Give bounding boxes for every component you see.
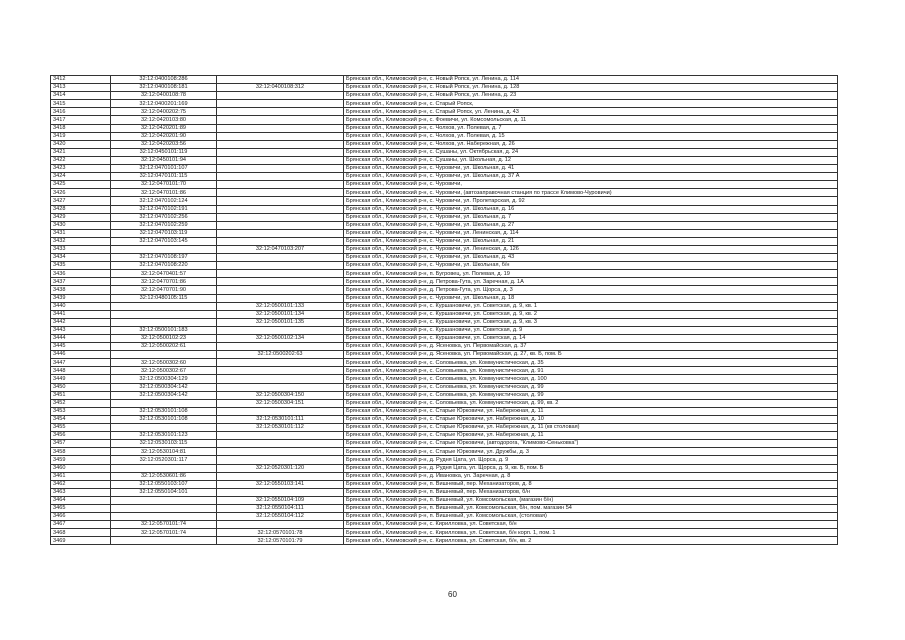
- table-row: [51, 432, 838, 440]
- address: Брянская обл., Климовский р-н, с. Чуровичи, ул. Школьная, д. 43: [344, 254, 838, 262]
- cadastral-number: 32:12:0470101:86: [111, 189, 217, 197]
- cadastral-number: 32:12:0570101:74: [111, 529, 217, 537]
- related-cadastral-number: [217, 156, 344, 164]
- cadastral-number: 32:12:0420201:90: [111, 132, 217, 140]
- related-cadastral-number: 32:12:0500202:63: [217, 351, 344, 359]
- related-cadastral-number: [217, 197, 344, 205]
- related-cadastral-number: 32:12:0500101:135: [217, 318, 344, 326]
- row-number: 3451: [51, 391, 111, 399]
- table-row: [51, 132, 838, 140]
- cadastral-number: 32:12:0470401:57: [111, 270, 217, 278]
- related-cadastral-number: [217, 440, 344, 448]
- records-table: [50, 75, 838, 545]
- cadastral-number: 32:12:0450101:119: [111, 148, 217, 156]
- row-number: 3416: [51, 108, 111, 116]
- related-cadastral-number: 32:12:0530101:112: [217, 424, 344, 432]
- related-cadastral-number: [217, 148, 344, 156]
- address: Брянская обл., Климовский р-н, д. Ясеновка, ул. Первомайская, д. 27, кв. Б, пом. Б: [344, 351, 838, 359]
- address: Брянская обл., Климовский р-н, с. Старые Юрковичи, (автодорога, "Климово-Сеньковка"): [344, 440, 838, 448]
- cadastral-number: 32:12:0480105:115: [111, 294, 217, 302]
- cadastral-number: 32:12:0530601:86: [111, 472, 217, 480]
- related-cadastral-number: [217, 229, 344, 237]
- row-number: 3436: [51, 270, 111, 278]
- related-cadastral-number: [217, 278, 344, 286]
- table-row: [51, 165, 838, 173]
- cadastral-number: 32:12:0470102:256: [111, 213, 217, 221]
- row-number: 3462: [51, 480, 111, 488]
- related-cadastral-number: 32:12:0550104:111: [217, 504, 344, 512]
- address: Брянская обл., Климовский р-н, п. Вишневый, пер. Механизаторов, д. 8: [344, 480, 838, 488]
- cadastral-number: 32:12:0420203:56: [111, 140, 217, 148]
- cadastral-number: 32:12:0530101:108: [111, 415, 217, 423]
- related-cadastral-number: [217, 456, 344, 464]
- table-row: [51, 448, 838, 456]
- related-cadastral-number: 32:12:0500304:151: [217, 399, 344, 407]
- table-row: [51, 124, 838, 132]
- table-row: [51, 270, 838, 278]
- row-number: 3422: [51, 156, 111, 164]
- row-number: 3450: [51, 383, 111, 391]
- related-cadastral-number: 32:12:0400108:312: [217, 84, 344, 92]
- related-cadastral-number: 32:12:0500101:134: [217, 310, 344, 318]
- row-number: 3461: [51, 472, 111, 480]
- table-row: [51, 278, 838, 286]
- row-number: 3464: [51, 496, 111, 504]
- table-row: [51, 537, 838, 545]
- address: Брянская обл., Климовский р-н, с. Чолхов, ул. Полевая, д. 7: [344, 124, 838, 132]
- address: Брянская обл., Климовский р-н, п. Вишневый, ул. Комсомольская, (магазин б/н): [344, 496, 838, 504]
- cadastral-number: 32:12:0470102:259: [111, 221, 217, 229]
- address: Брянская обл., Климовский р-н, с. Соловьевка, ул. Коммунистическая, д. 91: [344, 367, 838, 375]
- address: Брянская обл., Климовский р-н, с. Чуровичи, ул. Школьная, д. 37 А: [344, 173, 838, 181]
- row-number: 3458: [51, 448, 111, 456]
- related-cadastral-number: [217, 254, 344, 262]
- row-number: 3423: [51, 165, 111, 173]
- cadastral-number: 32:12:0470101:70: [111, 181, 217, 189]
- related-cadastral-number: 32:12:0500102:134: [217, 335, 344, 343]
- row-number: 3467: [51, 521, 111, 529]
- table-row: [51, 221, 838, 229]
- address: Брянская обл., Климовский р-н, с. Чуровичи, ул. Школьная, д. 21: [344, 237, 838, 245]
- table-row: [51, 488, 838, 496]
- cadastral-number: 32:12:0500302:67: [111, 367, 217, 375]
- row-number: 3453: [51, 407, 111, 415]
- table-row: [51, 326, 838, 334]
- address: Брянская обл., Климовский р-н, с. Куршановичи, ул. Советская, д. 14: [344, 335, 838, 343]
- related-cadastral-number: [217, 173, 344, 181]
- table-row: [51, 302, 838, 310]
- row-number: 3427: [51, 197, 111, 205]
- related-cadastral-number: [217, 432, 344, 440]
- table-row: [51, 205, 838, 213]
- table-row: [51, 335, 838, 343]
- address: Брянская обл., Климовский р-н, с. Фоевичи, ул. Комсомольская, д. 11: [344, 116, 838, 124]
- table-row: [51, 529, 838, 537]
- row-number: 3459: [51, 456, 111, 464]
- cadastral-number: 32:12:0470102:124: [111, 197, 217, 205]
- address: Брянская обл., Климовский р-н, с. Кирилловка, ул. Советская, б/н, кв. 2: [344, 537, 838, 545]
- address: Брянская обл., Климовский р-н, с. Старые Юрковичи, ул. Набережная, д. 11 (кв столовая): [344, 424, 838, 432]
- table-row: [51, 343, 838, 351]
- address: Брянская обл., Климовский р-н, с. Куршановичи, ул. Советская, д. 9: [344, 326, 838, 334]
- related-cadastral-number: [217, 326, 344, 334]
- address: Брянская обл., Климовский р-н, с. Чуровичи, (автозаправочная станция по трассе Климово-Чуровичи): [344, 189, 838, 197]
- row-number: 3440: [51, 302, 111, 310]
- related-cadastral-number: [217, 124, 344, 132]
- table-row: [51, 504, 838, 512]
- row-number: 3421: [51, 148, 111, 156]
- cadastral-number: 32:12:0500202:61: [111, 343, 217, 351]
- cadastral-number: 32:12:0400108:286: [111, 76, 217, 84]
- related-cadastral-number: 32:12:0550103:141: [217, 480, 344, 488]
- address: Брянская обл., Климовский р-н, с. Соловьевка, ул. Коммунистическая, д. 35: [344, 359, 838, 367]
- cadastral-number: 32:12:0470101:115: [111, 173, 217, 181]
- address: Брянская обл., Климовский р-н, п. Бугровец, ул. Полевая, д. 19: [344, 270, 838, 278]
- cadastral-number: 32:12:0500102:23: [111, 335, 217, 343]
- address: Брянская обл., Климовский р-н, с. Старые Юрковичи, ул. Набережная, д. 11: [344, 407, 838, 415]
- address: Брянская обл., Климовский р-н, с. Куршановичи, ул. Советская, д. 9, кв. 1: [344, 302, 838, 310]
- address: Брянская обл., Климовский р-н, с. Соловьевка, ул. Коммунистическая, д. 99, кв. 2: [344, 399, 838, 407]
- row-number: 3468: [51, 529, 111, 537]
- row-number: 3428: [51, 205, 111, 213]
- row-number: 3454: [51, 415, 111, 423]
- address: Брянская обл., Климовский р-н, с. Чуровичи, ул. Пролетарская, д. 92: [344, 197, 838, 205]
- row-number: 3430: [51, 221, 111, 229]
- related-cadastral-number: 32:12:0500101:133: [217, 302, 344, 310]
- cadastral-number: 32:12:0450101:94: [111, 156, 217, 164]
- address: Брянская обл., Климовский р-н, с. Старый Ропск,: [344, 100, 838, 108]
- address: Брянская обл., Климовский р-н, с. Чуровичи, ул. Школьная, д. 27: [344, 221, 838, 229]
- row-number: 3429: [51, 213, 111, 221]
- row-number: 3444: [51, 335, 111, 343]
- related-cadastral-number: 32:12:0570101:78: [217, 529, 344, 537]
- table-row: [51, 108, 838, 116]
- row-number: 3452: [51, 399, 111, 407]
- cadastral-number: 32:12:0400201:169: [111, 100, 217, 108]
- row-number: 3413: [51, 84, 111, 92]
- related-cadastral-number: [217, 116, 344, 124]
- table-row: [51, 513, 838, 521]
- row-number: 3420: [51, 140, 111, 148]
- table-row: [51, 375, 838, 383]
- cadastral-number: [111, 424, 217, 432]
- row-number: 3418: [51, 124, 111, 132]
- related-cadastral-number: [217, 221, 344, 229]
- related-cadastral-number: [217, 132, 344, 140]
- table-row: [51, 318, 838, 326]
- cadastral-number: 32:12:0470103:145: [111, 237, 217, 245]
- related-cadastral-number: [217, 359, 344, 367]
- address: Брянская обл., Климовский р-н, с. Новый Ропск, ул. Ленина, д. 114: [344, 76, 838, 84]
- cadastral-number: 32:12:0550104:101: [111, 488, 217, 496]
- table-row: [51, 116, 838, 124]
- address: Брянская обл., Климовский р-н, с. Старые Юрковичи, ул. Набережная, д. 10: [344, 415, 838, 423]
- address: Брянская обл., Климовский р-н, с. Чуровичи, ул. Школьная, д. 18: [344, 294, 838, 302]
- cadastral-number: 32:12:0500304:142: [111, 383, 217, 391]
- cadastral-number: [111, 496, 217, 504]
- related-cadastral-number: [217, 140, 344, 148]
- address: Брянская обл., Климовский р-н, с. Чолхов, ул. Набережная, д. 26: [344, 140, 838, 148]
- cadastral-number: 32:12:0500304:142: [111, 391, 217, 399]
- cadastral-number: [111, 513, 217, 521]
- table-row: [51, 464, 838, 472]
- address: Брянская обл., Климовский р-н, д. Петрова-Гута, ул. Щорса, д. 3: [344, 286, 838, 294]
- cadastral-number: 32:12:0400108:78: [111, 92, 217, 100]
- table-row: [51, 229, 838, 237]
- cadastral-number: [111, 310, 217, 318]
- row-number: 3442: [51, 318, 111, 326]
- row-number: 3425: [51, 181, 111, 189]
- table-row: [51, 351, 838, 359]
- table-row: [51, 367, 838, 375]
- records-table-container: [50, 75, 838, 545]
- cadastral-number: 32:12:0420201:89: [111, 124, 217, 132]
- table-row: [51, 84, 838, 92]
- row-number: 3446: [51, 351, 111, 359]
- related-cadastral-number: [217, 383, 344, 391]
- cadastral-number: 32:12:0500101:183: [111, 326, 217, 334]
- address: Брянская обл., Климовский р-н, с. Кирилловка, ул. Советская, б/н корп. 1, пом. 1: [344, 529, 838, 537]
- table-row: [51, 254, 838, 262]
- related-cadastral-number: [217, 521, 344, 529]
- cadastral-number: 32:12:0470103:119: [111, 229, 217, 237]
- related-cadastral-number: [217, 286, 344, 294]
- table-row: [51, 391, 838, 399]
- related-cadastral-number: [217, 213, 344, 221]
- table-row: [51, 197, 838, 205]
- row-number: 3460: [51, 464, 111, 472]
- table-row: [51, 92, 838, 100]
- row-number: 3412: [51, 76, 111, 84]
- related-cadastral-number: 32:12:0500304:150: [217, 391, 344, 399]
- related-cadastral-number: [217, 76, 344, 84]
- table-row: [51, 173, 838, 181]
- related-cadastral-number: [217, 294, 344, 302]
- address: Брянская обл., Климовский р-н, д. Петрова-Гута, ул. Заречная, д. 1А: [344, 278, 838, 286]
- cadastral-number: 32:12:0550103:107: [111, 480, 217, 488]
- table-row: [51, 156, 838, 164]
- cadastral-number: 32:12:0530103:115: [111, 440, 217, 448]
- cadastral-number: [111, 302, 217, 310]
- row-number: 3424: [51, 173, 111, 181]
- cadastral-number: [111, 399, 217, 407]
- cadastral-number: 32:12:0400108:181: [111, 84, 217, 92]
- table-row: [51, 294, 838, 302]
- address: Брянская обл., Климовский р-н, с. Соловьевка, ул. Коммунистическая, д. 99: [344, 383, 838, 391]
- address: Брянская обл., Климовский р-н, с. Кирилловка, ул. Советская, б/н: [344, 521, 838, 529]
- related-cadastral-number: [217, 448, 344, 456]
- related-cadastral-number: 32:12:0550104:109: [217, 496, 344, 504]
- cadastral-number: [111, 537, 217, 545]
- address: Брянская обл., Климовский р-н, д. Рудня Цата, ул. Щорса, д. 9, кв. Б, пом. Б: [344, 464, 838, 472]
- table-row: [51, 383, 838, 391]
- table-row: [51, 181, 838, 189]
- address: Брянская обл., Климовский р-н, с. Новый Ропск, ул. Ленина, д. 128: [344, 84, 838, 92]
- row-number: 3417: [51, 116, 111, 124]
- table-row: [51, 496, 838, 504]
- address: Брянская обл., Климовский р-н, п. Вишневый, пер. Механизаторов, б/н: [344, 488, 838, 496]
- related-cadastral-number: 32:12:0550104:112: [217, 513, 344, 521]
- address: Брянская обл., Климовский р-н, с. Чуровичи, ул. Школьная, б/н: [344, 262, 838, 270]
- table-row: [51, 407, 838, 415]
- table-row: [51, 286, 838, 294]
- row-number: 3433: [51, 245, 111, 253]
- address: Брянская обл., Климовский р-н, с. Куршановичи, ул. Советская, д. 9, кв. 2: [344, 310, 838, 318]
- related-cadastral-number: [217, 367, 344, 375]
- table-row: [51, 140, 838, 148]
- address: Брянская обл., Климовский р-н, с. Куршановичи, ул. Советская, д. 9, кв. 3: [344, 318, 838, 326]
- table-row: [51, 237, 838, 245]
- row-number: 3431: [51, 229, 111, 237]
- address: Брянская обл., Климовский р-н, с. Соловьевка, ул. Коммунистическая, д. 100: [344, 375, 838, 383]
- row-number: 3419: [51, 132, 111, 140]
- row-number: 3465: [51, 504, 111, 512]
- row-number: 3463: [51, 488, 111, 496]
- address: Брянская обл., Климовский р-н, с. Старые Юрковичи, ул. Дружбы, д. 3: [344, 448, 838, 456]
- row-number: 3435: [51, 262, 111, 270]
- cadastral-number: 32:12:0530101:108: [111, 407, 217, 415]
- cadastral-number: 32:12:0470108:220: [111, 262, 217, 270]
- row-number: 3443: [51, 326, 111, 334]
- address: Брянская обл., Климовский р-н, с. Старые Юрковичи, ул. Набережная, д. 11: [344, 432, 838, 440]
- address: Брянская обл., Климовский р-н, с. Соловьевка, ул. Коммунистическая, д. 99: [344, 391, 838, 399]
- row-number: 3432: [51, 237, 111, 245]
- cadastral-number: 32:12:0470108:197: [111, 254, 217, 262]
- related-cadastral-number: 32:12:0570101:79: [217, 537, 344, 545]
- address: Брянская обл., Климовский р-н, п. Вишневый, ул. Комсомольская, (столовая): [344, 513, 838, 521]
- address: Брянская обл., Климовский р-н, с. Чуровичи, ул. Школьная, д. 7: [344, 213, 838, 221]
- cadastral-number: [111, 504, 217, 512]
- cadastral-number: 32:12:0400202:75: [111, 108, 217, 116]
- cadastral-number: 32:12:0530101:123: [111, 432, 217, 440]
- table-row: [51, 521, 838, 529]
- related-cadastral-number: [217, 237, 344, 245]
- table-row: [51, 424, 838, 432]
- cadastral-number: [111, 464, 217, 472]
- related-cadastral-number: [217, 165, 344, 173]
- cadastral-number: [111, 351, 217, 359]
- records-table-body: [51, 76, 838, 545]
- related-cadastral-number: [217, 375, 344, 383]
- row-number: 3441: [51, 310, 111, 318]
- cadastral-number: [111, 245, 217, 253]
- address: Брянская обл., Климовский р-н, д. Рудня Цата, ул. Щорса, д. 9: [344, 456, 838, 464]
- address: Брянская обл., Климовский р-н, с. Старый Ропск, ул. Ленина, д. 43: [344, 108, 838, 116]
- address: Брянская обл., Климовский р-н, с. Чуровичи, ул. Ленинская, д. 126: [344, 245, 838, 253]
- row-number: 3414: [51, 92, 111, 100]
- address: Брянская обл., Климовский р-н, с. Чуровичи,: [344, 181, 838, 189]
- row-number: 3437: [51, 278, 111, 286]
- address: Брянская обл., Климовский р-н, с. Чуровичи, ул. Школьная, д. 41: [344, 165, 838, 173]
- table-row: [51, 189, 838, 197]
- related-cadastral-number: 32:12:0520301:120: [217, 464, 344, 472]
- address: Брянская обл., Климовский р-н, д. Ивановка, ул. Заречная, д. 8: [344, 472, 838, 480]
- related-cadastral-number: [217, 189, 344, 197]
- cadastral-number: 32:12:0420103:80: [111, 116, 217, 124]
- related-cadastral-number: [217, 262, 344, 270]
- row-number: 3426: [51, 189, 111, 197]
- related-cadastral-number: [217, 407, 344, 415]
- table-row: [51, 440, 838, 448]
- cadastral-number: 32:12:0520301:117: [111, 456, 217, 464]
- related-cadastral-number: [217, 343, 344, 351]
- cadastral-number: 32:12:0470701:86: [111, 278, 217, 286]
- address: Брянская обл., Климовский р-н, с. Чуровичи, ул. Ленинская, д. 114: [344, 229, 838, 237]
- related-cadastral-number: [217, 205, 344, 213]
- related-cadastral-number: [217, 100, 344, 108]
- cadastral-number: 32:12:0500302:60: [111, 359, 217, 367]
- cadastral-number: 32:12:0530104:81: [111, 448, 217, 456]
- address: Брянская обл., Климовский р-н, д. Ясеновка, ул. Первомайская, д. 37: [344, 343, 838, 351]
- cadastral-number: 32:12:0470701:90: [111, 286, 217, 294]
- table-row: [51, 359, 838, 367]
- row-number: 3456: [51, 432, 111, 440]
- table-row: [51, 213, 838, 221]
- row-number: 3445: [51, 343, 111, 351]
- address: Брянская обл., Климовский р-н, с. Сушаны, ул. Октябрьская, д. 24: [344, 148, 838, 156]
- row-number: 3469: [51, 537, 111, 545]
- row-number: 3438: [51, 286, 111, 294]
- row-number: 3449: [51, 375, 111, 383]
- table-row: [51, 415, 838, 423]
- address: Брянская обл., Климовский р-н, с. Сушаны, ул. Школьная, д. 12: [344, 156, 838, 164]
- row-number: 3439: [51, 294, 111, 302]
- related-cadastral-number: [217, 108, 344, 116]
- row-number: 3447: [51, 359, 111, 367]
- cadastral-number: 32:12:0470101:107: [111, 165, 217, 173]
- table-row: [51, 456, 838, 464]
- table-row: [51, 399, 838, 407]
- address: Брянская обл., Климовский р-н, с. Чолхов, ул. Полевая, д. 15: [344, 132, 838, 140]
- cadastral-number: [111, 318, 217, 326]
- row-number: 3466: [51, 513, 111, 521]
- related-cadastral-number: [217, 472, 344, 480]
- table-row: [51, 310, 838, 318]
- page-number: 60: [448, 590, 457, 599]
- row-number: 3457: [51, 440, 111, 448]
- related-cadastral-number: [217, 181, 344, 189]
- address: Брянская обл., Климовский р-н, с. Чуровичи, ул. Школьная, д. 16: [344, 205, 838, 213]
- related-cadastral-number: [217, 92, 344, 100]
- address: Брянская обл., Климовский р-н, п. Вишневый, ул. Комсомольская, б/н, пом. магазин 54: [344, 504, 838, 512]
- row-number: 3415: [51, 100, 111, 108]
- row-number: 3434: [51, 254, 111, 262]
- row-number: 3455: [51, 424, 111, 432]
- related-cadastral-number: [217, 270, 344, 278]
- table-row: [51, 100, 838, 108]
- related-cadastral-number: 32:12:0470103:207: [217, 245, 344, 253]
- related-cadastral-number: [217, 488, 344, 496]
- table-row: [51, 480, 838, 488]
- table-row: [51, 148, 838, 156]
- cadastral-number: 32:12:0500304:129: [111, 375, 217, 383]
- table-row: [51, 76, 838, 84]
- table-row: [51, 245, 838, 253]
- cadastral-number: 32:12:0470102:191: [111, 205, 217, 213]
- row-number: 3448: [51, 367, 111, 375]
- related-cadastral-number: 32:12:0530101:111: [217, 415, 344, 423]
- cadastral-number: 32:12:0570101:74: [111, 521, 217, 529]
- table-row: [51, 262, 838, 270]
- address: Брянская обл., Климовский р-н, с. Новый Ропск, ул. Ленина, д. 23: [344, 92, 838, 100]
- table-row: [51, 472, 838, 480]
